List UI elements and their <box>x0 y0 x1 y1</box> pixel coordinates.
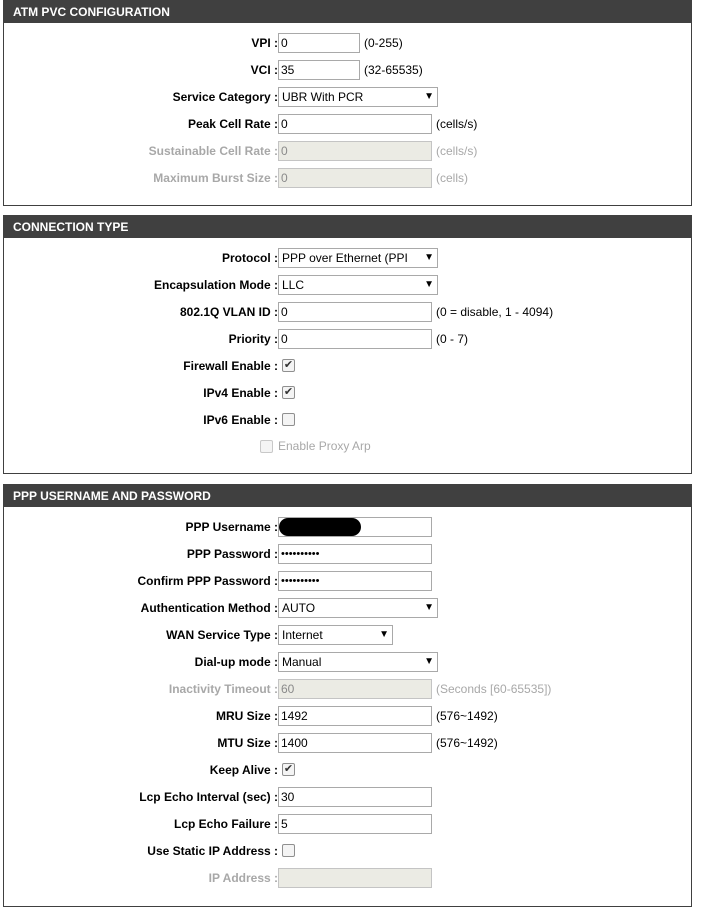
mtu-row <box>4 733 691 755</box>
lcp-interval-label: Lcp Echo Interval (sec) : <box>139 790 278 804</box>
mru-hint: (576~1492) <box>436 709 498 723</box>
firewall-checkbox[interactable] <box>282 359 295 372</box>
service-category-select[interactable] <box>278 87 438 107</box>
atm-pvc-header: ATM PVC CONFIGURATION <box>4 1 691 23</box>
chevron-down-icon: ▼ <box>379 629 389 640</box>
vlan-id-row <box>4 302 691 324</box>
ipv6-label: IPv6 Enable : <box>203 413 278 427</box>
connection-type-header: CONNECTION TYPE <box>4 216 691 238</box>
ip-address-input <box>278 868 432 888</box>
lcp-failure-row <box>4 814 691 836</box>
wan-service-select[interactable] <box>278 625 393 645</box>
vci-label: VCI : <box>250 63 278 77</box>
mtu-hint: (576~1492) <box>436 736 498 750</box>
max-burst-size-hint: (cells) <box>436 171 468 185</box>
ppp-username-label: PPP Username : <box>185 520 278 534</box>
max-burst-size-row <box>4 168 691 190</box>
auth-method-select[interactable] <box>278 598 438 618</box>
inactivity-timeout-row <box>4 679 691 701</box>
protocol-row <box>4 248 691 270</box>
firewall-row <box>4 356 691 378</box>
wan-service-row <box>4 625 691 647</box>
keep-alive-row <box>4 760 691 782</box>
keep-alive-label: Keep Alive : <box>209 763 278 777</box>
check-icon: ✔ <box>283 386 294 398</box>
ppp-username-row <box>4 517 691 539</box>
auth-method-value: AUTO <box>282 601 316 615</box>
chevron-down-icon: ▼ <box>424 252 434 263</box>
ppp-password-label: PPP Password : <box>186 547 278 561</box>
priority-hint: (0 - 7) <box>436 332 469 346</box>
sustainable-cell-rate-input: 0 <box>278 141 432 161</box>
encapsulation-select[interactable] <box>278 275 438 295</box>
mtu-input[interactable]: 1400 <box>278 733 432 753</box>
ipv6-checkbox[interactable] <box>282 413 295 426</box>
encapsulation-row <box>4 275 691 297</box>
connection-type-section <box>3 215 692 474</box>
protocol-value: PPP over Ethernet (PPI <box>282 251 408 265</box>
peak-cell-rate-row <box>4 114 691 136</box>
ipv4-label: IPv4 Enable : <box>203 386 278 400</box>
dialup-mode-value: Manual <box>282 655 322 669</box>
confirm-password-row <box>4 571 691 593</box>
sustainable-cell-rate-hint: (cells/s) <box>436 144 478 158</box>
priority-input[interactable]: 0 <box>278 329 432 349</box>
vpi-input[interactable]: 0 <box>278 33 360 53</box>
vpi-row <box>4 33 691 55</box>
ppp-section <box>3 484 692 907</box>
vpi-label: VPI : <box>251 36 278 50</box>
max-burst-size-input: 0 <box>278 168 432 188</box>
keep-alive-checkbox[interactable] <box>282 763 295 776</box>
check-icon: ✔ <box>283 763 294 775</box>
static-ip-checkbox[interactable] <box>282 844 295 857</box>
confirm-password-input[interactable]: •••••••••• <box>278 571 432 591</box>
inactivity-timeout-hint: (Seconds [60-65535]) <box>436 682 552 696</box>
auth-method-label: Authentication Method : <box>140 601 278 615</box>
vci-row <box>4 60 691 82</box>
dialup-mode-row <box>4 652 691 674</box>
redaction-mark <box>279 518 361 536</box>
ipv4-row <box>4 383 691 405</box>
inactivity-timeout-label: Inactivity Timeout : <box>168 682 278 696</box>
auth-method-row <box>4 598 691 620</box>
inactivity-timeout-input: 60 <box>278 679 432 699</box>
static-ip-label: Use Static IP Address : <box>147 844 278 858</box>
check-icon: ✔ <box>283 359 294 371</box>
firewall-label: Firewall Enable : <box>183 359 278 373</box>
service-category-value: UBR With PCR <box>282 90 364 104</box>
proxy-arp-label: Enable Proxy Arp <box>278 439 371 453</box>
ip-address-label: IP Address : <box>208 871 278 885</box>
protocol-label: Protocol : <box>222 251 278 265</box>
lcp-interval-row <box>4 787 691 809</box>
mru-input[interactable]: 1492 <box>278 706 432 726</box>
priority-row <box>4 329 691 351</box>
peak-cell-rate-hint: (cells/s) <box>436 117 478 131</box>
confirm-password-label: Confirm PPP Password : <box>137 574 278 588</box>
ip-address-row <box>4 868 691 890</box>
proxy-arp-checkbox <box>260 440 273 453</box>
mru-label: MRU Size : <box>215 709 278 723</box>
atm-pvc-section <box>3 0 692 206</box>
vlan-id-label: 802.1Q VLAN ID : <box>179 305 278 319</box>
vpi-hint: (0-255) <box>364 36 403 50</box>
priority-label: Priority : <box>228 332 278 346</box>
chevron-down-icon: ▼ <box>424 602 434 613</box>
lcp-failure-input[interactable]: 5 <box>278 814 432 834</box>
wan-service-value: Internet <box>282 628 323 642</box>
peak-cell-rate-input[interactable]: 0 <box>278 114 432 134</box>
max-burst-size-label: Maximum Burst Size : <box>153 171 278 185</box>
sustainable-cell-rate-label: Sustainable Cell Rate : <box>148 144 278 158</box>
mru-row <box>4 706 691 728</box>
vlan-id-hint: (0 = disable, 1 - 4094) <box>436 305 554 319</box>
ppp-header: PPP USERNAME AND PASSWORD <box>4 485 691 507</box>
vci-hint: (32-65535) <box>364 63 423 77</box>
static-ip-row <box>4 841 691 863</box>
chevron-down-icon: ▼ <box>424 656 434 667</box>
vlan-id-input[interactable]: 0 <box>278 302 432 322</box>
peak-cell-rate-label: Peak Cell Rate : <box>187 117 278 131</box>
ipv6-row <box>4 410 691 432</box>
encapsulation-value: LLC <box>282 278 305 292</box>
service-category-label: Service Category : <box>172 90 278 104</box>
lcp-failure-label: Lcp Echo Failure : <box>173 817 278 831</box>
encapsulation-label: Encapsulation Mode : <box>153 278 278 292</box>
ppp-password-input[interactable]: •••••••••• <box>278 544 432 564</box>
mtu-label: MTU Size : <box>217 736 278 750</box>
dialup-mode-label: Dial-up mode : <box>194 655 278 669</box>
vci-input[interactable]: 35 <box>278 60 360 80</box>
ppp-password-row <box>4 544 691 566</box>
lcp-interval-input[interactable]: 30 <box>278 787 432 807</box>
service-category-row <box>4 87 691 109</box>
proxy-arp-row <box>4 436 691 458</box>
wan-service-label: WAN Service Type : <box>166 628 278 642</box>
protocol-select[interactable] <box>278 248 438 268</box>
ipv4-checkbox[interactable] <box>282 386 295 399</box>
sustainable-cell-rate-row <box>4 141 691 163</box>
dialup-mode-select[interactable] <box>278 652 438 672</box>
ppp-username-input[interactable] <box>278 517 432 537</box>
chevron-down-icon: ▼ <box>424 279 434 290</box>
chevron-down-icon: ▼ <box>424 91 434 102</box>
